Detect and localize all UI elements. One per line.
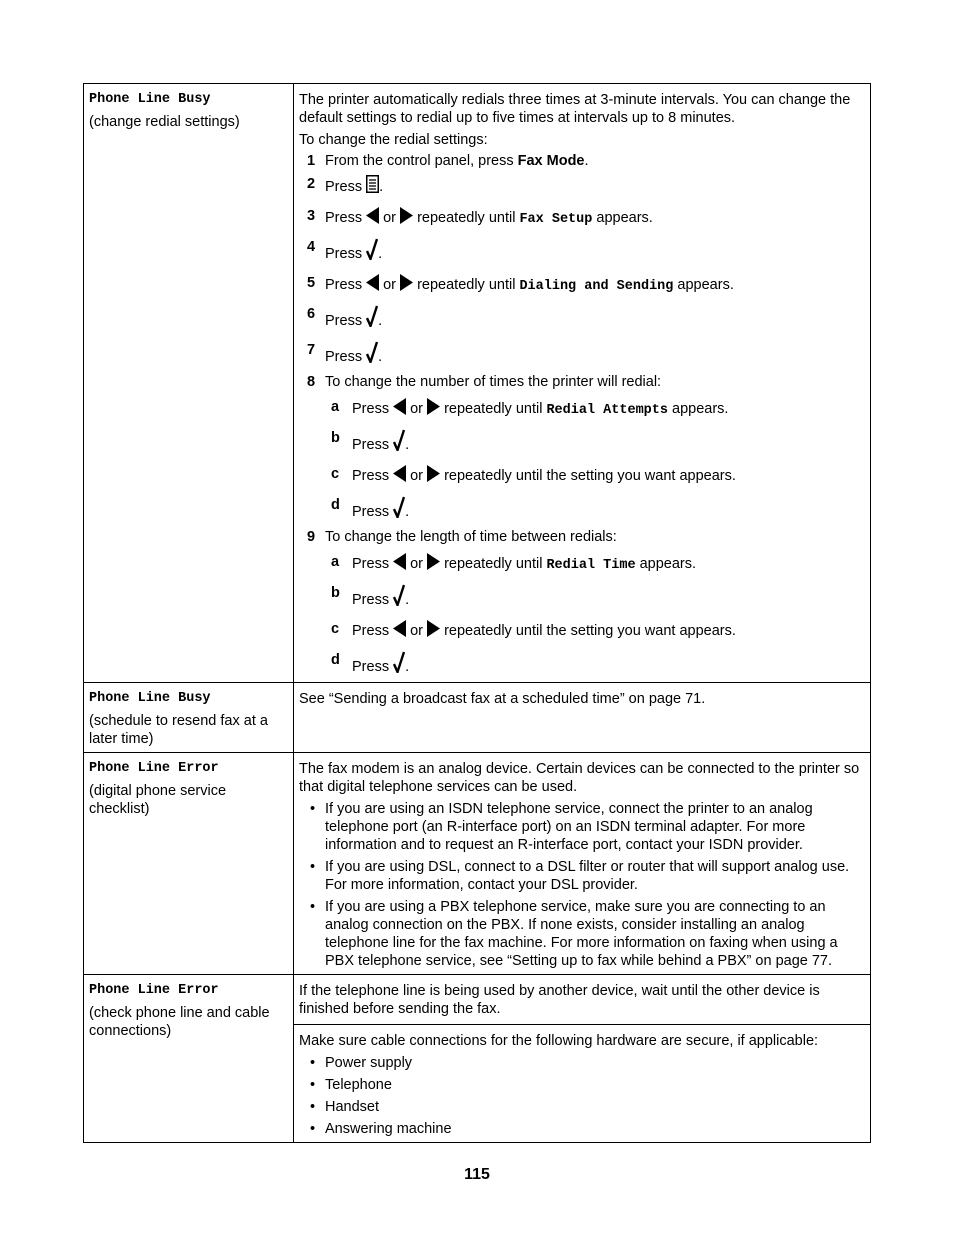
step-6: 6 Press . [299, 305, 865, 332]
checkmark-icon [393, 651, 405, 678]
list-item: • If you are using an ISDN telephone service, connect the printer to an analog telephone port (an R-interface port) on an ISDN terminal adapter. For more information and to request an R-interface port, contact your ISDN provider. [310, 801, 813, 853]
step-8: 8 To change the number of times the printer will redial: [307, 374, 662, 390]
message-cell [84, 753, 294, 975]
right-arrow-icon [427, 465, 440, 487]
list-item: • Handset [310, 1099, 380, 1115]
bullet-list [299, 1054, 865, 1138]
list-item: • If you are using a PBX telephone service, make sure you are connecting to an analog connection on the PBX. If none exists, consider installing an analog telephone line for the fax machine. For more information on faxing when using a PBX telephone service, see “Setting up to fax while behind a PBX” on page 77. [310, 899, 838, 969]
message-note: (check phone line and cable connections) [89, 1005, 270, 1039]
checkmark-icon [366, 341, 378, 368]
right-arrow-icon [427, 398, 440, 420]
right-arrow-icon [400, 207, 413, 229]
checkmark-icon [366, 238, 378, 265]
table-row [84, 683, 871, 753]
message-cell [84, 683, 294, 753]
step-9: 9 To change the length of time between redials: [307, 529, 617, 545]
bullet-list [299, 800, 865, 970]
page-number: 115 [464, 1166, 490, 1183]
left-arrow-icon [393, 465, 406, 487]
troubleshooting-table [83, 83, 871, 1143]
intro-text: Make sure cable connections for the following hardware are secure, if applicable: [299, 1033, 819, 1049]
step-5: 5 Press or repeatedly until Dialing and Sending appears. [307, 275, 734, 294]
intro-text: The fax modem is an analog device. Certain devices can be connected to the printer so that digital telephone services can be used. [299, 761, 860, 795]
right-arrow-icon [400, 274, 413, 296]
checkmark-icon [393, 429, 405, 456]
left-arrow-icon [366, 207, 379, 229]
list-item: • Telephone [310, 1077, 392, 1093]
step-9a: a Press or repeatedly until Redial Time appears. [331, 554, 697, 573]
step-9d: d Press . [299, 651, 865, 678]
table-row [84, 753, 871, 975]
step-8c: c Press or repeatedly until the setting you want appears. [299, 465, 865, 487]
left-arrow-icon [393, 553, 406, 575]
message-cell [84, 975, 294, 1143]
solution-cell [294, 84, 871, 683]
right-arrow-icon [427, 620, 440, 642]
checkmark-icon [393, 584, 405, 611]
step-8a: a Press or repeatedly until Redial Attempts appears. [331, 399, 729, 418]
solution-cell [294, 975, 871, 1143]
message-text: Phone Line Busy [89, 691, 211, 706]
step-9b: b Press . [299, 584, 865, 611]
left-arrow-icon [393, 620, 406, 642]
menu-icon [366, 175, 379, 198]
table-row [84, 84, 871, 683]
list-item: • Answering machine [310, 1121, 452, 1137]
left-arrow-icon [366, 274, 379, 296]
right-arrow-icon [427, 553, 440, 575]
solution-text: If the telephone line is being used by another device, wait until the other device is finished before sending the fax. [299, 983, 820, 1017]
step-2: 2 Press . [299, 175, 865, 198]
solution-cell [294, 753, 871, 975]
message-cell [84, 84, 294, 683]
message-note: (schedule to resend fax at a later time) [89, 713, 268, 747]
list-item: • If you are using DSL, connect to a DSL filter or router that will support analog use. For more information, contact your DSL provider. [310, 859, 850, 893]
left-arrow-icon [393, 398, 406, 420]
solution-subsection [294, 1024, 870, 1138]
intro-text: The printer automatically redials three times at 3-minute intervals. You can change the default settings to redial up to five times at intervals up to 8 minutes. [299, 92, 851, 126]
message-text: Phone Line Error [89, 761, 219, 776]
solution-text: See “Sending a broadcast fax at a scheduled time” on page 71. [299, 691, 706, 707]
step-8b: b Press . [299, 429, 865, 456]
message-note: (digital phone service checklist) [89, 783, 227, 817]
checkmark-icon [393, 496, 405, 523]
checkmark-icon [366, 305, 378, 332]
message-note: (change redial settings) [89, 114, 240, 130]
step-3: 3 Press or repeatedly until Fax Setup appears. [307, 208, 653, 227]
message-text: Phone Line Error [89, 983, 219, 998]
lead-text: To change the redial settings: [299, 132, 488, 148]
table-row [84, 975, 871, 1143]
step-9c: c Press or repeatedly until the setting you want appears. [299, 620, 865, 642]
step-4: 4 Press . [299, 238, 865, 265]
step-8d: d Press . [299, 496, 865, 523]
message-text: Phone Line Busy [89, 92, 211, 107]
solution-cell [294, 683, 871, 753]
step-7: 7 Press . [299, 341, 865, 368]
list-item: • Power supply [310, 1055, 413, 1071]
step-1: 1 From the control panel, press Fax Mode. [307, 153, 589, 169]
